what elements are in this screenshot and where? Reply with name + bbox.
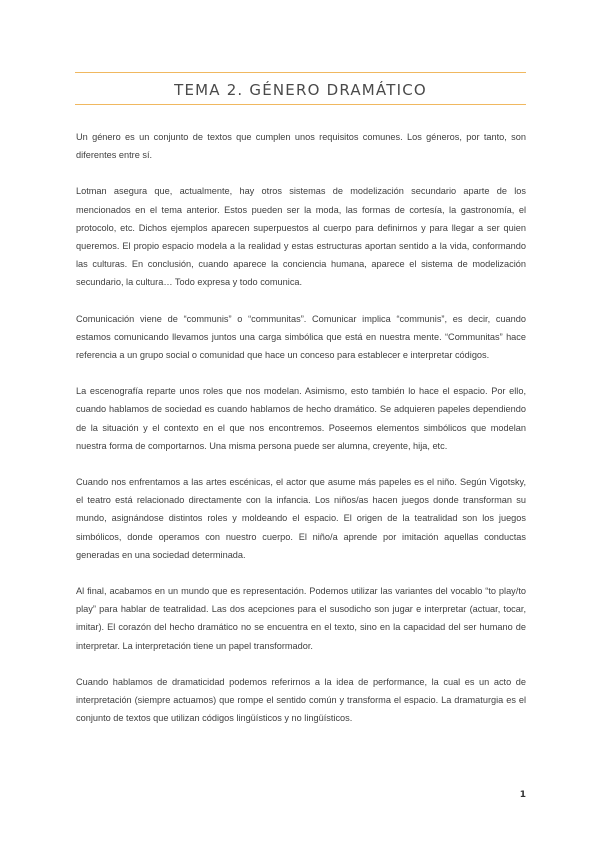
paragraph-representacion: Al final, acabamos en un mundo que es representación. Podemos utilizar las variantes del vocablo “to play/to play” para hablar de teatralidad. Las dos acepciones para el susodicho son jugar e interpretar (actuar, tocar, imitar). El corazón del hecho dramático no se encuentra en el texto, sino en la capacidad del ser humano de interpretar. La interpretación tiene un papel transformador. — [76, 586, 526, 651]
paragraph-escenografia: La escenografía reparte unos roles que nos modelan. Asimismo, esto también lo hace el espacio. Por ello, cuando hablamos de sociedad es cuando hablamos de hecho dramático. Se adquieren papeles dependiendo de la situación y el contexto en el que nos encontremos. Poseemos elementos simbólicos que modelan nuestra forma de comportarnos. Una misma persona puede ser alumna, creyente, hija, etc. — [76, 386, 526, 451]
page-title: TEMA 2. GÉNERO DRAMÁTICO — [174, 80, 427, 99]
title-banner — [75, 72, 526, 105]
document-body — [76, 128, 526, 745]
page-number: 1 — [519, 790, 526, 800]
paragraph-genero: Un género es un conjunto de textos que cumplen unos requisitos comunes. Los géneros, por tanto, son diferentes entre sí. — [76, 132, 526, 161]
paragraph-comunicacion: Comunicación viene de “communis” o “communitas”. Comunicar implica “communis”, es decir, cuando estamos comunicando llevamos juntos una carga simbólica que está en nuestra mente. “Communitas” hace referencia a un grupo social o comunidad que hace un conceso para establecer e interpretar códigos. — [76, 313, 526, 361]
paragraph-lotman: Lotman asegura que, actualmente, hay otros sistemas de modelización secundario aparte de los mencionados en el tema anterior. Estos pueden ser la moda, las formas de cortesía, la gastronomía, el protocolo, etc. Dichos ejemplos aparecen superpuestos al cuerpo para definirnos y para llegar a ser quien queremos. El propio espacio modela a la realidad y estas estructuras aportan sentido a la vida, conformando las culturas. En conclusión, cuando aparece la conciencia humana, aparece el sistema de modelización secundario, la cultura… Todo expresa y todo comunica. — [76, 186, 526, 288]
paragraph-artes-escenicas: Cuando nos enfrentamos a las artes escénicas, el actor que asume más papeles es el niño. Según Vigotsky, el teatro está relacionado directamente con la infancia. Los niños/as hacen juegos donde transforman su mundo, asignándose distintos roles y moldeando el espacio. El origen de la teatralidad son los juegos simbólicos, donde operamos con nuestro cuerpo. El niño/a aprende por imitación aquellas conductas generadas en una sociedad determinada. — [76, 477, 526, 560]
paragraph-dramaticidad: Cuando hablamos de dramaticidad podemos referirnos a la idea de performance, la cual es un acto de interpretación (siempre actuamos) que rompe el sentido común y transforma el espacio. La dramaturgia es el conjunto de textos que utilizan códigos lingüísticos y no lingüísticos. — [76, 676, 526, 724]
